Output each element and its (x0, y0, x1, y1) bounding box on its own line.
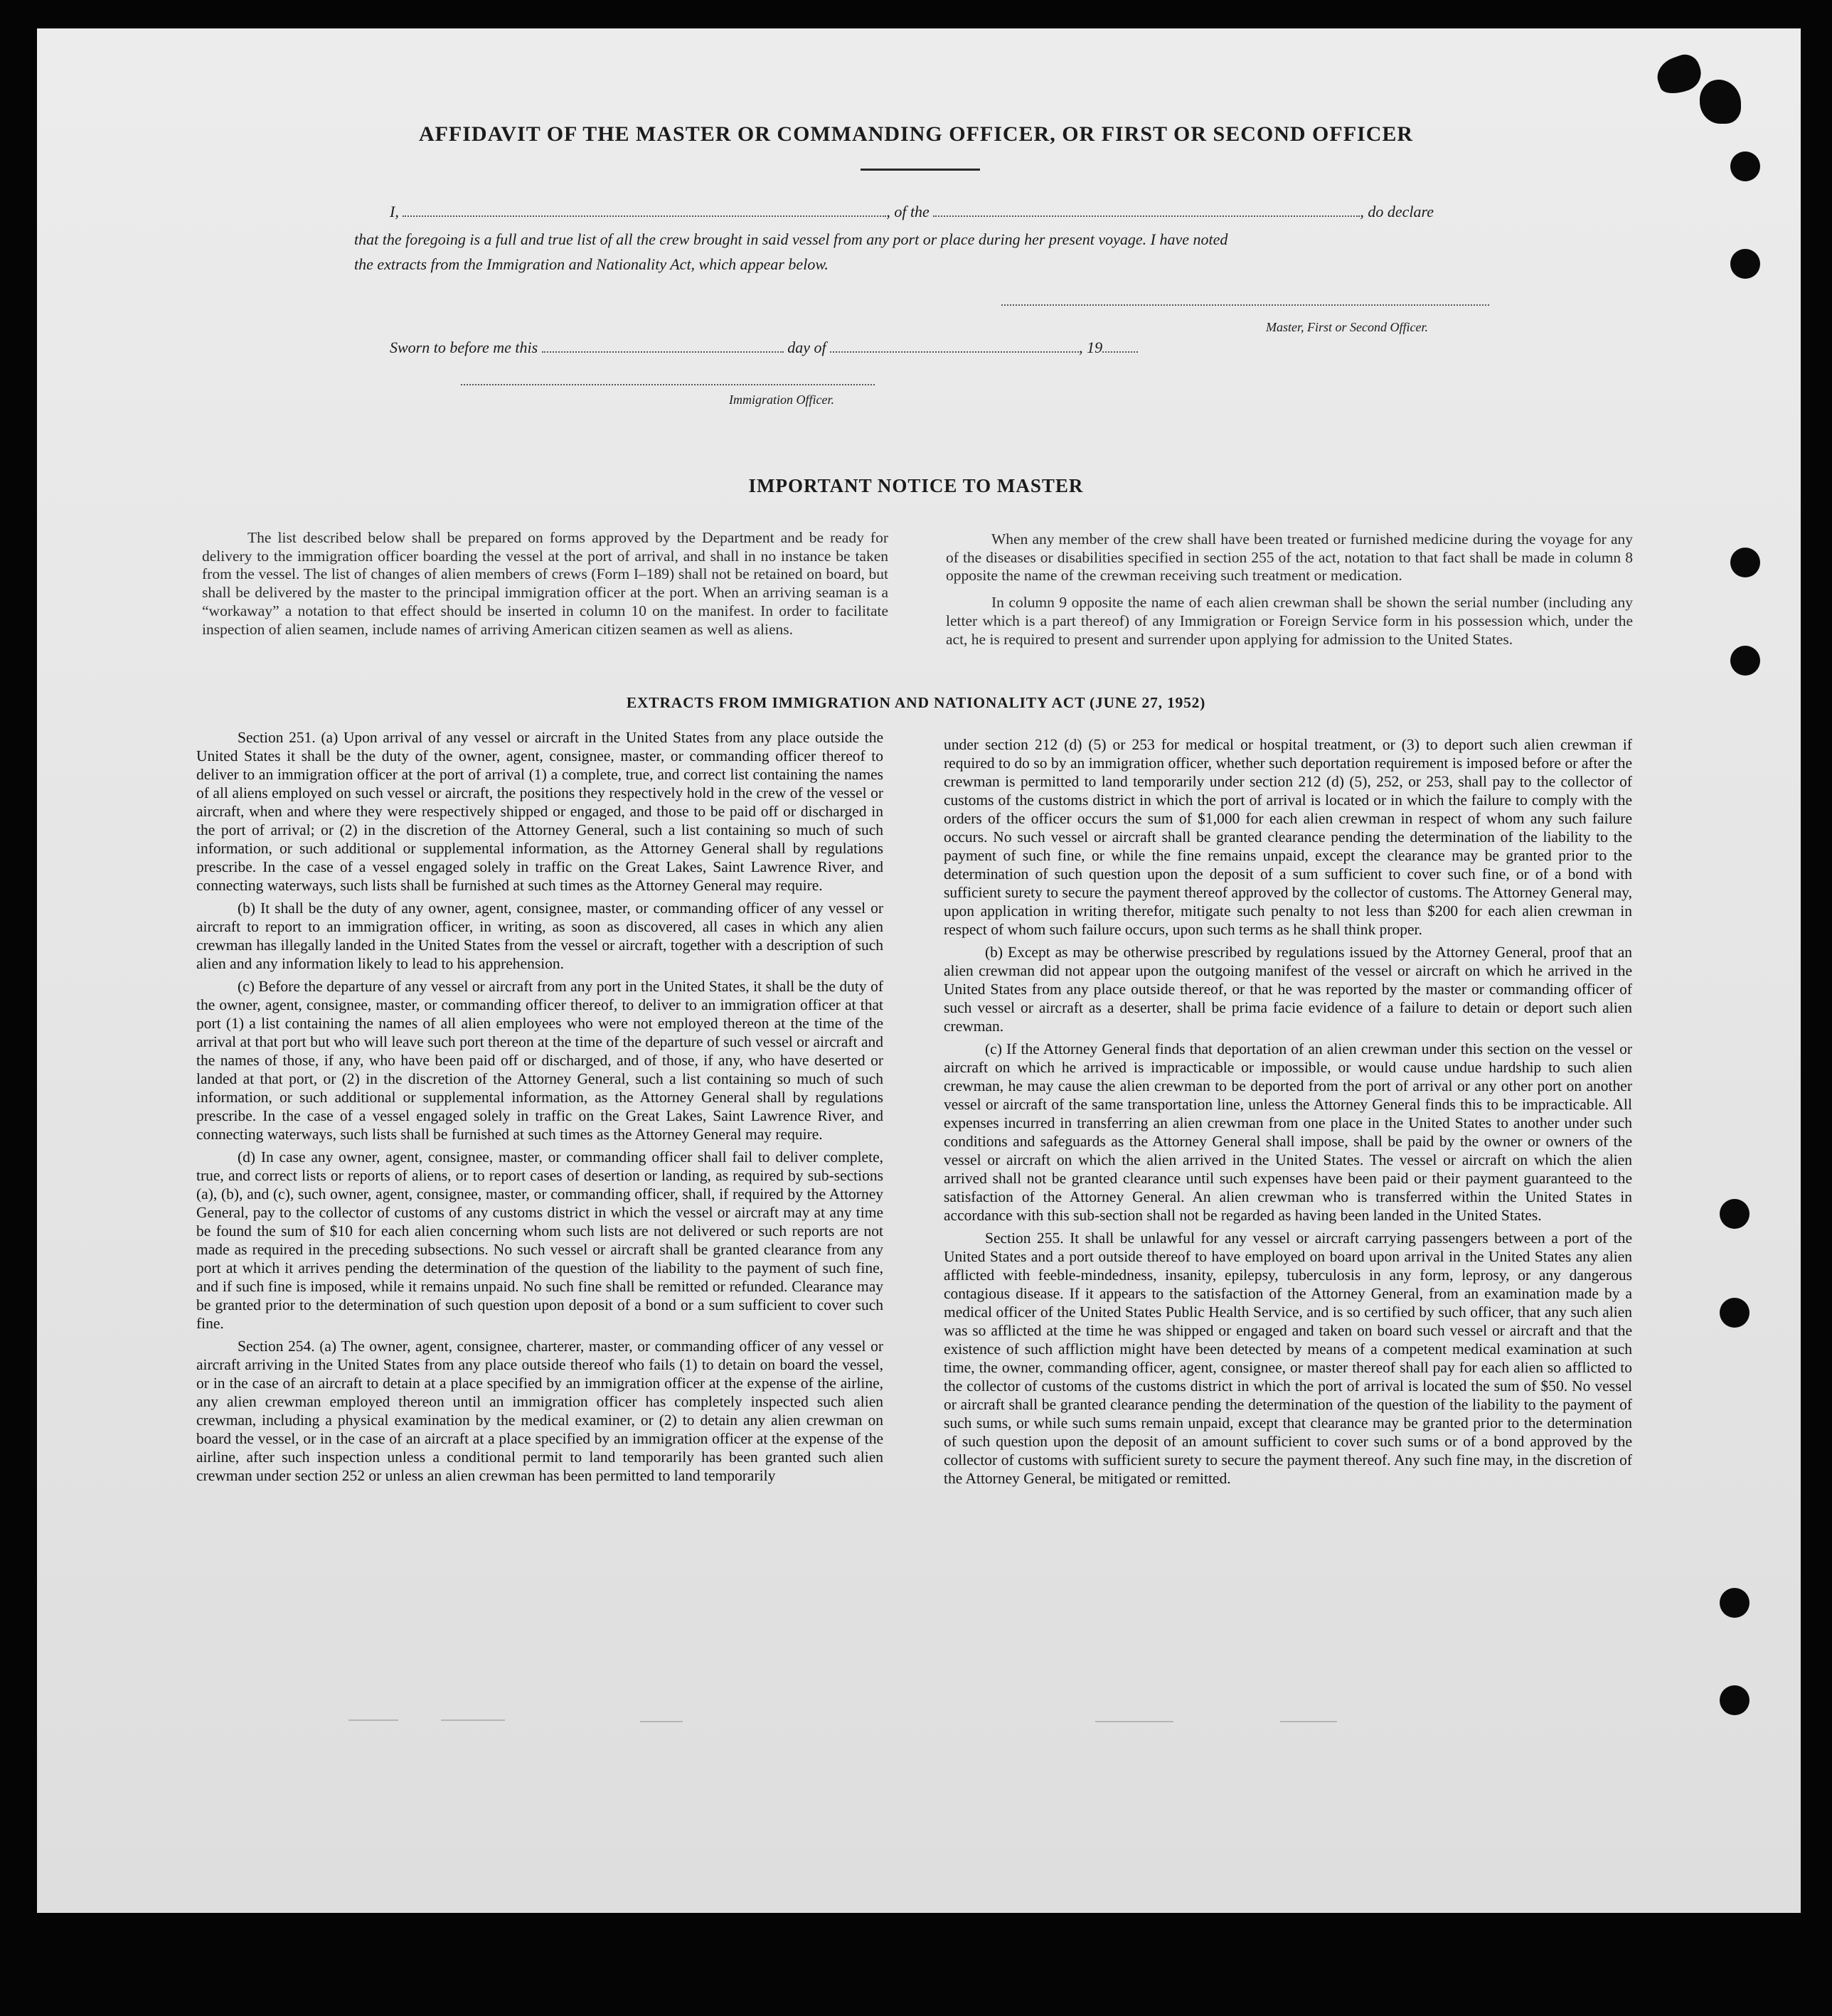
officer-caption: Immigration Officer. (729, 393, 834, 407)
section-255: Section 255. It shall be unlawful for any vessel or aircraft carrying passengers between a port of the United States and a port outside thereof to have employed on board upon arrival in the United States any alien afflicted with feeble-mindedness, insanity, epilepsy, tuberculosis in any form, leprosy, or any dangerous contagious disease. If it appears to the satisfaction of the Attorney General, from an examination made by a medical officer of the United States Public Health Service, and is so certified by such officer, that any such alien was so afflicted at the time he was shipped or engaged and taken on board such vessel or aircraft and that the existence of such affliction might have been detected by means of a competent medical examination at such time, the owner, commanding officer, agent, consignee, or master thereof shall pay for each alien so afflicted to the collector of customs of the customs district in which the port of arrival is located the sum of $50. No vessel or aircraft shall be granted clearance pending the determination of the question of the liability to the payment of such sums, or while such sums remain unpaid, except that clearance may be granted prior to the determination of such question upon the deposit of an amount sufficient to cover such sums or of a bond approved by the collector of customs with sufficient surety to secure the payment thereof. Any such fine may, in the discretion of the Attorney General, be mitigated or remitted. (944, 1230, 1632, 1487)
section-251-d: (d) In case any owner, agent, consignee, master, or commanding officer shall fail to deliver complete, true, and correct lists or reports of aliens, or to report cases of desertion or landing, as required by sub-sections (a), (b), and (c), such owner, agent, consignee, master, or commanding officer, shall, if required by the Attorney General, pay to the collector of customs of any customs district in which the vessel or aircraft may at any time be found the sum of $10 for each alien concerning whom such lists are not delivered or such reports are not made as required in the preceding subsections. No such vessel or aircraft shall be granted clearance from any port at which it arrives pending the determination of the question of the liability to the payment of such fine, and if such fine is imposed, while it remains unpaid. No such fine shall be remitted or refunded. Clearance may be granted prior to the determination of such question upon deposit of a bond or a sum sufficient to cover such fine. (196, 1148, 883, 1332)
notice-heading: IMPORTANT NOTICE TO MASTER (748, 475, 1084, 496)
notice-paragraph: When any member of the crew shall have been treated or furnished medicine during the voyage for any of the diseases or disabilities specified in section 255 of the act, notation to that fact shall be made in column 8 opposite the name of the crewman receiving such treatment or medication. (946, 530, 1633, 585)
sworn-year-prefix: , 19 (1079, 338, 1103, 356)
officer-signature-line[interactable] (461, 384, 875, 385)
section-251-c: (c) Before the departure of any vessel or aircraft from any port in the United States, it shall be the duty of the owner, agent, consignee, master, or commanding officer thereof, to deliver to an immigration officer at that port (1) a list containing the names of all alien employees who were not employed thereon at the time of the arrival at that port but who will leave such port thereon at the time of the departure of such vessel or aircraft and the names of those, if any, who have been paid off or discharged, and of those, if any, who have deserted or landed at that port, or (2) in the discretion of the Attorney General, such a list containing so much of such information, or such additional or supplemental information, as the Attorney General shall by regulations prescribe. In the case of a vessel engaged solely in traffic on the Great Lakes, Saint Lawrence River, and connecting waterways, such lists shall be furnished at such times as the Attorney General may require. (196, 978, 883, 1143)
extracts-left-column (196, 728, 883, 1489)
punch-hole (1730, 151, 1760, 181)
sworn-day-field[interactable] (542, 340, 784, 353)
section-254-b: (b) Except as may be otherwise prescribed by regulations issued by the Attorney General, proof that an alien crewman did not appear upon the outgoing manifest of the vessel or aircraft on which he arrived in the United States from any place outside thereof, or that he was reported by the master or commanding officer of such vessel or aircraft as a deserter, shall be prima facie evidence of a failure to detain or deport such alien crewman. (944, 944, 1632, 1035)
extracts-heading: EXTRACTS FROM IMMIGRATION AND NATIONALITY ACT (JUNE 27, 1952) (626, 694, 1206, 711)
bleed-through-mark (1280, 1721, 1337, 1722)
sworn-prefix: Sworn to before me this (390, 338, 538, 356)
notice-left-column (202, 529, 888, 647)
extracts-right-column (944, 735, 1632, 1492)
master-name-field[interactable] (403, 204, 886, 217)
master-caption: Master, First or Second Officer. (1266, 320, 1428, 334)
notice-paragraph: In column 9 opposite the name of each alien crewman shall be shown the serial number (including any letter which is a part thereof) of any Immigration or Foreign Service form in his possession which, under the act, he is required to present and surrender upon applying for admission to the United States. (946, 594, 1633, 648)
affidavit-i: I, (390, 203, 399, 220)
section-251-b: (b) It shall be the duty of any owner, agent, consignee, master, or commanding officer of any vessel or aircraft to report to an immigration officer, in writing, as soon as discovered, all cases in which any alien crewman has illegally landed in the United States from the vessel or aircraft, together with a description of such alien and any information likely to lead to his apprehension. (196, 900, 883, 972)
bleed-through-mark (348, 1719, 398, 1721)
punch-hole (1720, 1199, 1750, 1229)
affidavit-title: AFFIDAVIT OF THE MASTER OR COMMANDING OFFICER, OR FIRST OR SECOND OFFICER (418, 122, 1414, 146)
punch-hole (1730, 548, 1760, 577)
affidavit-line-2: that the foregoing is a full and true list of all the crew brought in said vessel from any port or place during her present voyage. I have noted (354, 230, 1228, 248)
affidavit-do-declare: , do declare (1360, 203, 1434, 220)
notice-paragraph: The list described below shall be prepared on forms approved by the Department and be ready for delivery to the immigration officer boarding the vessel at the port of arrival, and shall in no instance be taken from the vessel. The list of changes of alien members of crews (Form I–189) shall not be retained on board, but shall be delivered by the master to the principal immigration officer at the port. When an arriving seaman is a “workaway” a notation to that effect should be inserted in column 10 on the manifest. In order to facilitate inspection of alien seamen, include names of arriving American citizen seamen as well as aliens. (202, 529, 888, 638)
section-254-c: (c) If the Attorney General finds that deportation of an alien crewman under this section on the vessel or aircraft on which he arrived is impracticable or impossible, or would cause undue hardship to such alien crewman, he may cause the alien crewman to be deported from the port of arrival or any other port on another vessel or aircraft of the same transportation line, unless the Attorney General finds this to be impracticable. All expenses incurred in transferring an alien crewman from one place in the United States to another under such conditions and safeguards as the Attorney General shall impose, shall be paid by the owner or owners of the vessel or aircraft on which the alien arrived in the United States. The vessel or aircraft on which the alien arrived shall not be granted clearance until such expenses have been paid or their payment guaranteed to the satisfaction of the Attorney General. An alien crewman who is transferred within the United States in accordance with this sub-section shall not be regarded as having been landed in the United States. (944, 1040, 1632, 1224)
affidavit-line-3: the extracts from the Immigration and Nationality Act, which appear below. (354, 255, 829, 273)
affidavit-of-the: , of the (886, 203, 930, 220)
vessel-name-field[interactable] (933, 204, 1360, 217)
notice-right-column (946, 530, 1633, 657)
punch-hole (1730, 646, 1760, 676)
punch-hole (1720, 1685, 1750, 1715)
section-254-a: Section 254. (a) The owner, agent, consignee, charterer, master, or commanding officer of any vessel or aircraft arriving in the United States from any place outside thereof who fails (1) to detain on board the vessel, or in the case of an aircraft to detain at a place specified by an immigration officer at the expense of the airline, any alien crewman employed thereon until an immigration officer has completely inspected such alien crewman, including a physical examination by the medical examiner, or (2) to detain any alien crewman on board the vessel, or in the case of an aircraft at a place specified by an immigration officer at the expense of the airline, after such inspection unless a conditional permit to land temporarily has been granted such alien crewman under section 252 or unless an alien crewman has been permitted to land temporarily (196, 1338, 883, 1484)
punch-hole (1720, 1298, 1750, 1328)
sworn-day-of: day of (787, 338, 826, 356)
section-254-a-continued: under section 212 (d) (5) or 253 for medical or hospital treatment, or (3) to deport such alien crewman if required to do so by an immigration officer, whether such deportation requirement is imposed before or after the crewman is permitted to land temporarily under section 212 (d) (5), 252, or 253, shall pay to the collector of customs of the customs district in which the port of arrival is located or in which the failure to comply with the orders of the officer occurs the sum of $1,000 for each alien crewman in respect of whom any such failure occurs. No such vessel or aircraft shall be granted clearance pending the determination of the liability to the payment of such fine, or while the fine remains unpaid, except the clearance may be granted prior to the determination of such question upon the deposit of a sum sufficient to cover such fine, or of a bond with sufficient surety to secure the payment thereof approved by the collector of customs. The Attorney General may, upon application in writing therefor, mitigate such penalty to not less than $200 for each alien crewman in respect of whom such failure occurs, upon such terms as he shall think proper. (944, 736, 1632, 938)
bleed-through-mark (441, 1719, 505, 1721)
sworn-line (390, 338, 1138, 357)
punch-hole (1730, 249, 1760, 279)
master-signature-line[interactable] (1001, 304, 1489, 306)
bleed-through-mark (1095, 1721, 1173, 1722)
punch-hole (1720, 1588, 1750, 1618)
title-rule (861, 169, 980, 171)
affidavit-declaration-line (390, 203, 1434, 221)
sworn-month-field[interactable] (830, 340, 1079, 353)
section-251-a: Section 251. (a) Upon arrival of any vessel or aircraft in the United States from any place outside the United States it shall be the duty of the owner, agent, consignee, master, or commanding officer thereof to deliver to an immigration officer at the port of arrival (1) a complete, true, and correct list containing the names of all aliens employed on such vessel or aircraft, the positions they respectively hold in the crew of the vessel or aircraft, when and where they were respectively shipped or engaged, and those to be paid off or discharged in the port of arrival; or (2) in the discretion of the Attorney General, such a list containing so much of such information, or such additional or supplemental information, as the Attorney General shall by regulations prescribe. In the case of a vessel engaged solely in traffic on the Great Lakes, Saint Lawrence River, and connecting waterways, such lists shall be furnished at such times as the Attorney General may require. (196, 729, 883, 894)
sworn-year-field[interactable] (1102, 340, 1138, 353)
bleed-through-mark (640, 1721, 683, 1722)
